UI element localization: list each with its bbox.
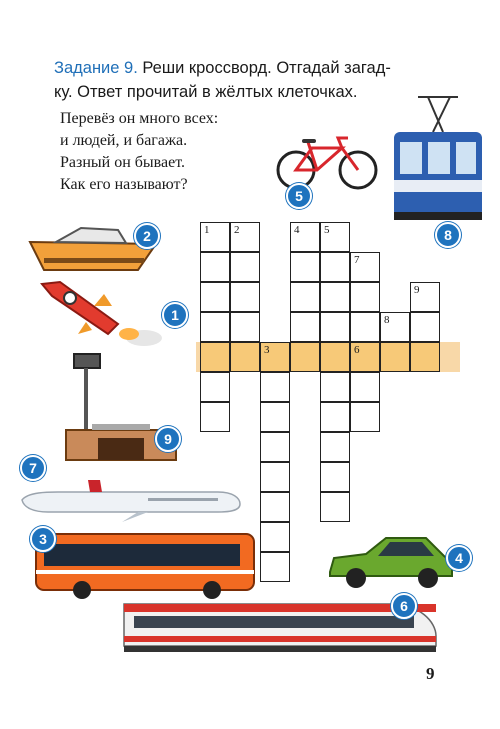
answer-cell[interactable] — [410, 342, 440, 372]
crossword-cell[interactable] — [410, 312, 440, 342]
badge-boat: 2 — [134, 223, 160, 249]
crossword-cell[interactable] — [320, 222, 350, 252]
crossword-cell[interactable] — [230, 282, 260, 312]
crossword-cell[interactable] — [200, 372, 230, 402]
badge-train: 6 — [391, 593, 417, 619]
riddle-line: Как его называют? — [60, 176, 188, 193]
airplane-picture — [18, 478, 243, 528]
clue-number: 6 — [354, 344, 360, 356]
bus-picture — [32, 530, 257, 605]
task-line1: Реши кроссворд. Отгадай загад- — [137, 59, 391, 77]
badge-metro: 9 — [155, 426, 181, 452]
answer-cell[interactable] — [320, 342, 350, 372]
answer-cell[interactable] — [200, 342, 230, 372]
riddle-line: Перевёз он много всех: — [60, 110, 219, 127]
crossword-cell[interactable] — [200, 222, 230, 252]
crossword-cell[interactable] — [260, 552, 290, 582]
crossword-cell[interactable] — [200, 402, 230, 432]
crossword-cell[interactable] — [350, 372, 380, 402]
airplane-icon — [18, 478, 243, 523]
crossword-cell[interactable] — [350, 282, 380, 312]
task-label: Задание 9. — [54, 59, 138, 77]
crossword-cell[interactable] — [350, 312, 380, 342]
crossword-cell[interactable] — [290, 252, 320, 282]
bicycle-icon — [272, 130, 382, 195]
badge-car: 4 — [446, 545, 472, 571]
crossword-cell[interactable] — [320, 402, 350, 432]
crossword-cell[interactable] — [260, 522, 290, 552]
clue-number: 8 — [384, 314, 390, 326]
crossword-cell[interactable] — [320, 252, 350, 282]
clue-number: 2 — [234, 224, 240, 236]
answer-cell[interactable] — [380, 342, 410, 372]
crossword-cell[interactable] — [230, 312, 260, 342]
crossword-cell[interactable] — [290, 282, 320, 312]
answer-cell[interactable] — [230, 342, 260, 372]
page-number: 9 — [426, 664, 435, 683]
crossword-cell[interactable] — [320, 462, 350, 492]
crossword-cell[interactable] — [260, 462, 290, 492]
crossword-cell[interactable] — [380, 312, 410, 342]
clue-number: 4 — [294, 224, 300, 236]
crossword-cell[interactable] — [290, 312, 320, 342]
car-picture — [326, 532, 456, 597]
crossword-cell[interactable] — [320, 282, 350, 312]
task-line2: ку. Ответ прочитай в жёлтых клеточках. — [54, 83, 358, 101]
riddle — [60, 108, 218, 196]
metro-icon — [62, 352, 182, 472]
crossword-cell[interactable] — [260, 402, 290, 432]
crossword-cell[interactable] — [410, 282, 440, 312]
crossword-cell[interactable] — [320, 312, 350, 342]
riddle-line: Разный он бывает. — [60, 154, 185, 171]
crossword-cell[interactable] — [350, 252, 380, 282]
riddle-line: и людей, и багажа. — [60, 132, 188, 149]
badge-rocket: 1 — [162, 302, 188, 328]
crossword-cell[interactable] — [200, 252, 230, 282]
crossword-cell[interactable] — [200, 282, 230, 312]
clue-number: 7 — [354, 254, 360, 266]
rocket-icon — [34, 276, 164, 351]
crossword-cell[interactable] — [290, 222, 320, 252]
answer-cell[interactable] — [260, 342, 290, 372]
tram-picture — [388, 92, 488, 232]
clue-number: 9 — [414, 284, 420, 296]
clue-number: 1 — [204, 224, 210, 236]
badge-bus: 3 — [30, 526, 56, 552]
badge-tram: 8 — [435, 222, 461, 248]
crossword-cell[interactable] — [320, 372, 350, 402]
crossword-cell[interactable] — [320, 492, 350, 522]
crossword-cell[interactable] — [350, 402, 380, 432]
badge-bicycle: 5 — [286, 183, 312, 209]
crossword-cell[interactable] — [200, 312, 230, 342]
crossword-cell[interactable] — [260, 372, 290, 402]
clue-number: 3 — [264, 344, 270, 356]
bus-icon — [32, 530, 257, 600]
crossword-cell[interactable] — [320, 432, 350, 462]
answer-cell[interactable] — [290, 342, 320, 372]
tram-icon — [388, 92, 488, 227]
answer-cell[interactable] — [350, 342, 380, 372]
crossword-cell[interactable] — [230, 252, 260, 282]
crossword-cell[interactable] — [260, 432, 290, 462]
metro-entrance-picture — [62, 352, 182, 477]
rocket-picture — [34, 276, 164, 356]
clue-number: 5 — [324, 224, 330, 236]
car-icon — [326, 532, 456, 592]
crossword-cell[interactable] — [260, 492, 290, 522]
crossword-cell[interactable] — [230, 222, 260, 252]
badge-airplane: 7 — [20, 455, 46, 481]
